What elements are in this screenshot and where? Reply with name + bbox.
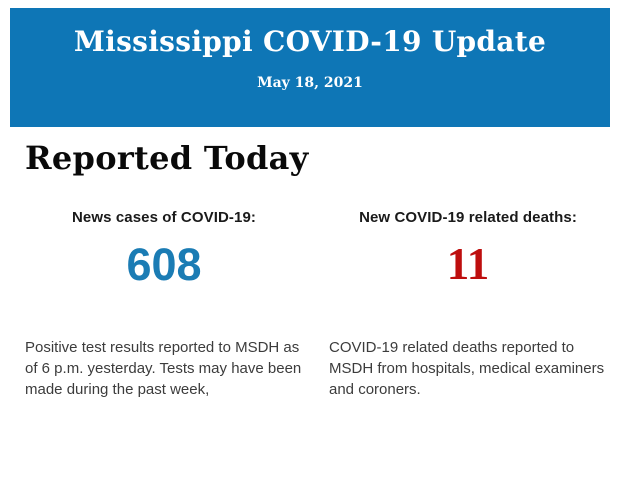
report-body xyxy=(25,141,605,400)
new-cases-column xyxy=(25,209,303,400)
page-title: Mississippi COVID-19 Update xyxy=(73,25,547,58)
header-banner xyxy=(10,8,610,127)
new-deaths-column xyxy=(329,209,607,400)
new-deaths-label: New COVID-19 related deaths: xyxy=(359,209,577,227)
new-cases-value: 608 xyxy=(126,239,202,291)
new-cases-description: Positive test results reported to MSDH as of 6 p.m. yesterday. Tests may have been made during the past week, xyxy=(25,339,302,399)
section-heading: Reported Today xyxy=(25,139,309,177)
report-date: May 18, 2021 xyxy=(257,75,363,91)
stats-row xyxy=(25,209,605,400)
new-deaths-value: 11 xyxy=(446,239,490,290)
new-cases-label: News cases of COVID-19: xyxy=(71,209,257,227)
new-deaths-description: COVID-19 related deaths reported to MSDH from hospitals, medical examiners and coroners. xyxy=(329,339,605,399)
